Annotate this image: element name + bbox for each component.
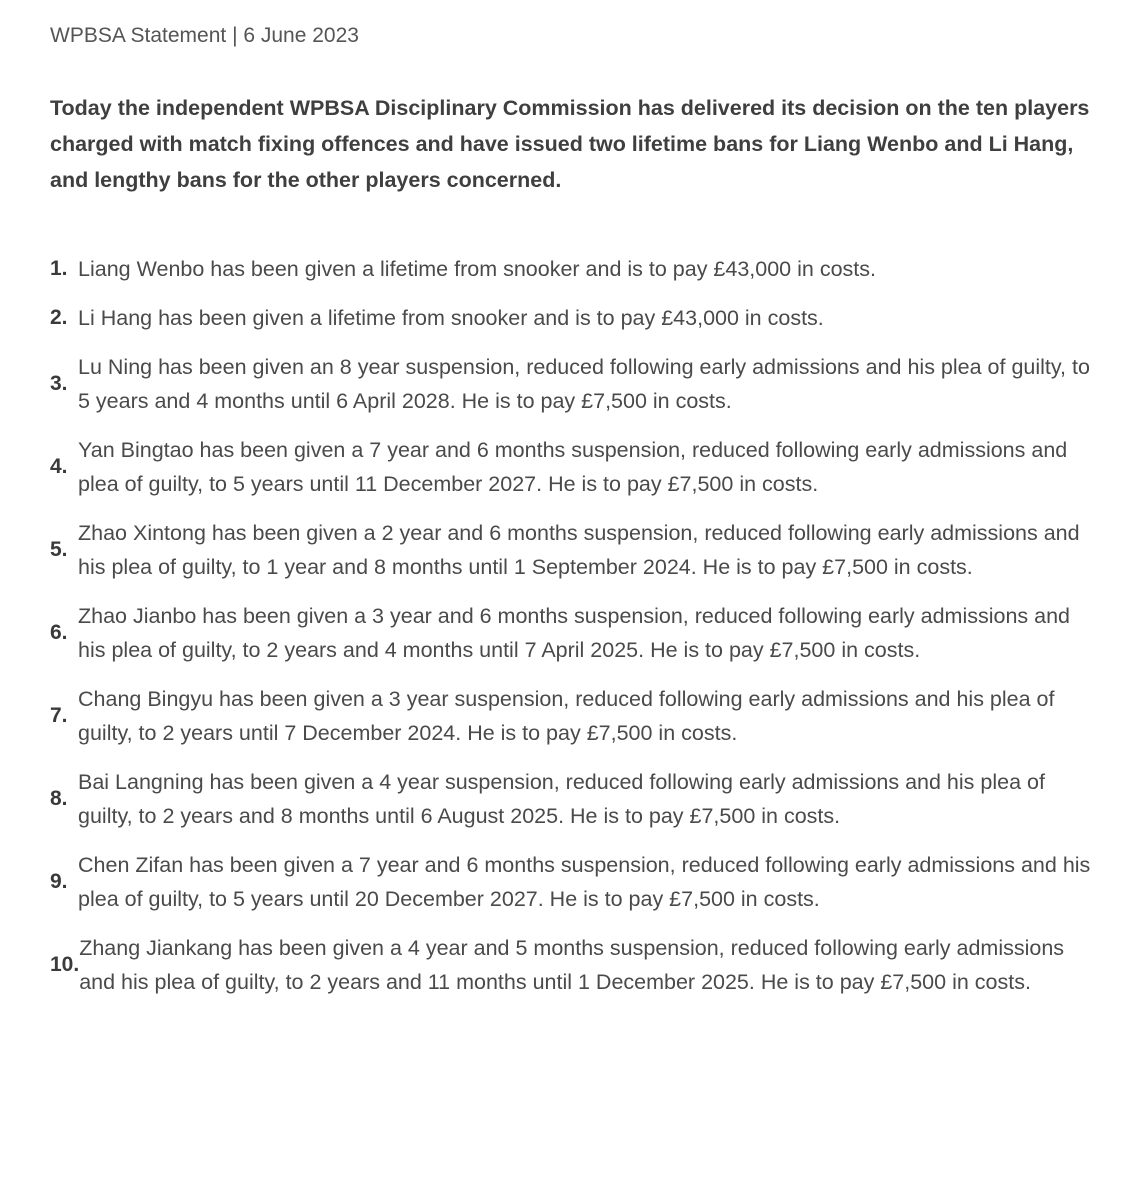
- decision-text: Bai Langning has been given a 4 year suspension, reduced following early admissions and his plea of guilty, to 2 years and 8 months until 6 August 2025. He is to pay £7,500 in costs.: [78, 770, 1045, 828]
- decision-number: 1.: [50, 257, 68, 280]
- decision-text: Li Hang has been given a lifetime from snooker and is to pay £43,000 in costs.: [78, 306, 824, 330]
- decision-number: 2.: [50, 306, 68, 329]
- decision-text: Lu Ning has been given an 8 year suspension, reduced following early admissions and his plea of guilty, to 5 years and 4 months until 6 April 2028. He is to pay £7,500 in costs.: [78, 355, 1090, 413]
- decision-text: Chen Zifan has been given a 7 year and 6 months suspension, reduced following early admissions and his plea of guilty, to 5 years until 20 December 2027. He is to pay £7,500 in costs.: [78, 853, 1091, 911]
- decision-number: 9.: [50, 870, 68, 893]
- decision-item: [50, 682, 1097, 750]
- decision-number: 10.: [50, 953, 80, 976]
- decision-number: 6.: [50, 621, 68, 644]
- decision-item: [50, 848, 1097, 916]
- article-dateline: WPBSA Statement | 6 June 2023: [50, 24, 359, 47]
- decision-item: [50, 433, 1097, 501]
- decision-number: 8.: [50, 787, 68, 810]
- decision-number: 3.: [50, 372, 68, 395]
- decision-text: Yan Bingtao has been given a 7 year and 6 months suspension, reduced following early admissions and plea of guilty, to 5 years until 11 December 2027. He is to pay £7,500 in costs.: [78, 438, 1068, 496]
- decision-item: [50, 252, 1097, 286]
- decision-text: Zhang Jiankang has been given a 4 year and 5 months suspension, reduced following early admissions and his plea of guilty, to 2 years and 11 months until 1 December 2025. He is to pay £7,500 in costs.: [79, 936, 1065, 994]
- decision-text: Chang Bingyu has been given a 3 year suspension, reduced following early admissions and his plea of guilty, to 2 years until 7 December 2024. He is to pay £7,500 in costs.: [78, 687, 1055, 745]
- decision-text: Zhao Xintong has been given a 2 year and 6 months suspension, reduced following early admissions and his plea of guilty, to 1 year and 8 months until 1 September 2024. He is to pay £7,500 in costs.: [78, 521, 1080, 579]
- decision-list: [50, 252, 1097, 999]
- decision-item: [50, 765, 1097, 833]
- decision-number: 4.: [50, 455, 68, 478]
- decision-number: 7.: [50, 704, 68, 727]
- decision-item: [50, 599, 1097, 667]
- decision-text: Zhao Jianbo has been given a 3 year and 6 months suspension, reduced following early admissions and his plea of guilty, to 2 years and 4 months until 7 April 2025. He is to pay £7,500 in costs.: [78, 604, 1071, 662]
- decision-item: [50, 301, 1097, 335]
- decision-item: [50, 350, 1097, 418]
- decision-number: 5.: [50, 538, 68, 561]
- decision-item: [50, 931, 1097, 999]
- article-lead: Today the independent WPBSA Disciplinary Commission has delivered its decision on the ten players charged with match fixing offences and have issued two lifetime bans for Liang Wenbo and Li Hang, and lengthy bans for the other players concerned.: [50, 96, 1090, 192]
- decision-item: [50, 516, 1097, 584]
- decision-text: Liang Wenbo has been given a lifetime from snooker and is to pay £43,000 in costs.: [78, 257, 876, 281]
